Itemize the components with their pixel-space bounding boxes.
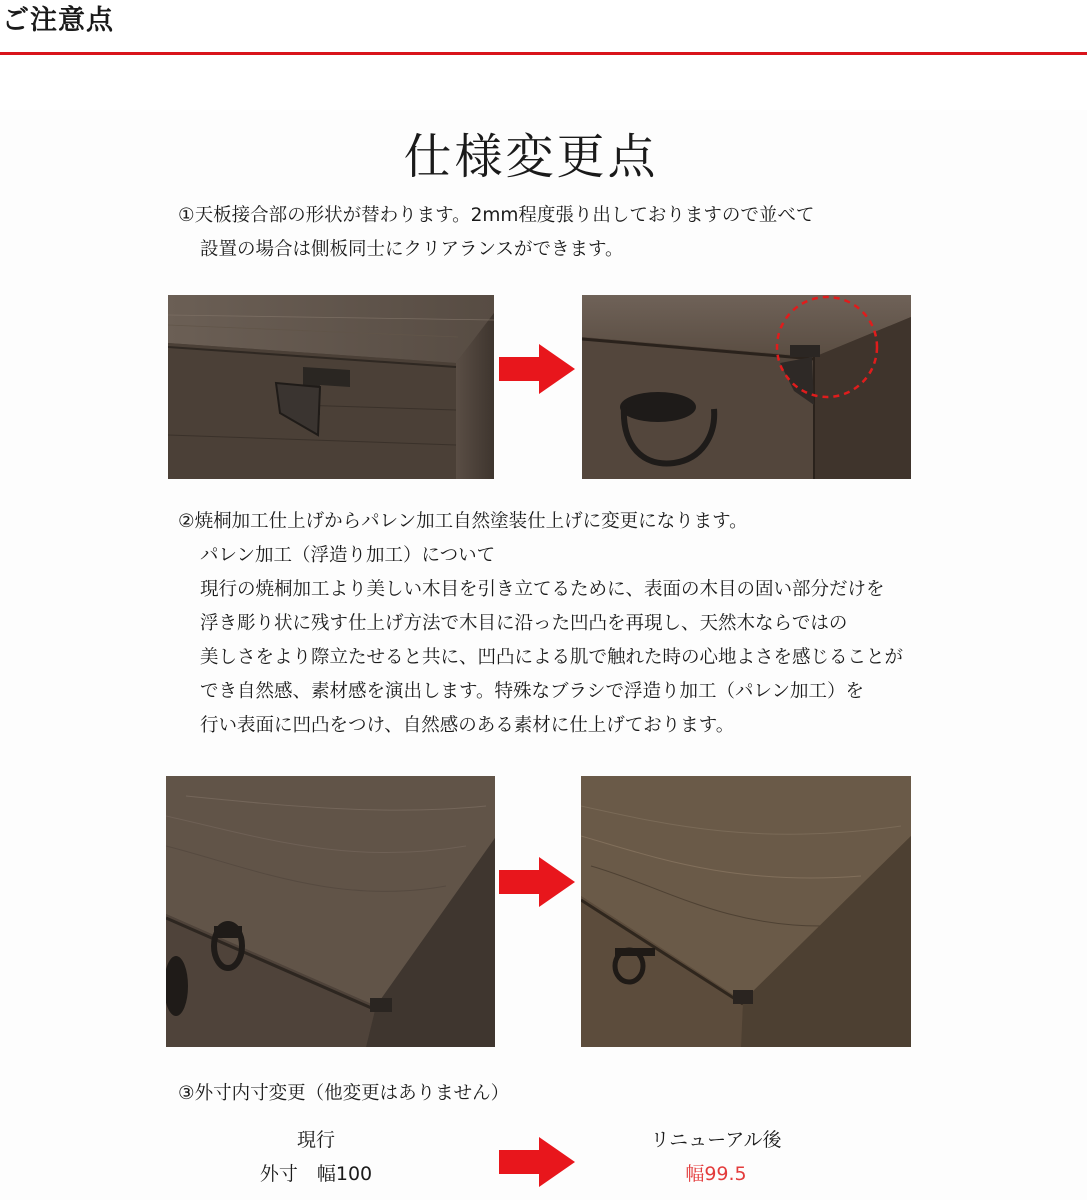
note-2-line-4: 浮き彫り状に残す仕上げ方法で木目に沿った凹凸を再現し、天然木ならではの (200, 613, 848, 634)
header-title: ご注意点 (2, 5, 114, 36)
note-3-line-1: ③外寸内寸変更（他変更はありません） (178, 1083, 510, 1104)
note-2 (178, 505, 903, 743)
note-2-line-6: でき自然感、素材感を演出します。特殊なブラシで浮造り加工（パレン加工）を (200, 681, 865, 702)
photo-finish-after (581, 776, 911, 1047)
spec-renewal (626, 1123, 806, 1191)
spec-renewal-value: 幅99.5 (685, 1163, 747, 1185)
note-3 (178, 1077, 509, 1111)
spec-renewal-label: リニューアル後 (650, 1129, 782, 1151)
note-1-line-1: ①天板接合部の形状が替わります。2mm程度張り出しておりますので並べて (178, 205, 815, 226)
note-2-line-3: 現行の焼桐加工より美しい木目を引き立てるために、表面の木目の固い部分だけを (200, 579, 885, 600)
note-2-line-1: ②焼桐加工仕上げからパレン加工自然塗装仕上げに変更になります。 (178, 511, 748, 532)
note-1 (178, 199, 814, 267)
note-2-line-2: パレン加工（浮造り加工）について (200, 545, 496, 566)
header-divider (0, 52, 1087, 55)
note-1-line-2: 設置の場合は側板同士にクリアランスができます。 (200, 239, 624, 260)
arrow-right-icon (499, 344, 575, 394)
arrow-right-icon (499, 1137, 575, 1187)
spec-current-value: 外寸 幅100 (259, 1163, 373, 1185)
photo-finish-before (166, 776, 495, 1047)
note-2-line-7: 行い表面に凹凸をつけ、自然感のある素材に仕上げております。 (200, 715, 735, 736)
photo-top-joint-before (168, 295, 494, 479)
page-title: 仕様変更点 (403, 129, 659, 185)
photo-top-joint-after (582, 295, 911, 479)
note-2-line-5: 美しさをより際立たせると共に、凹凸による肌で触れた時の心地よさを感じることが (200, 647, 904, 668)
spec-current-label: 現行 (296, 1129, 335, 1151)
arrow-right-icon (499, 857, 575, 907)
spec-current (236, 1123, 396, 1191)
